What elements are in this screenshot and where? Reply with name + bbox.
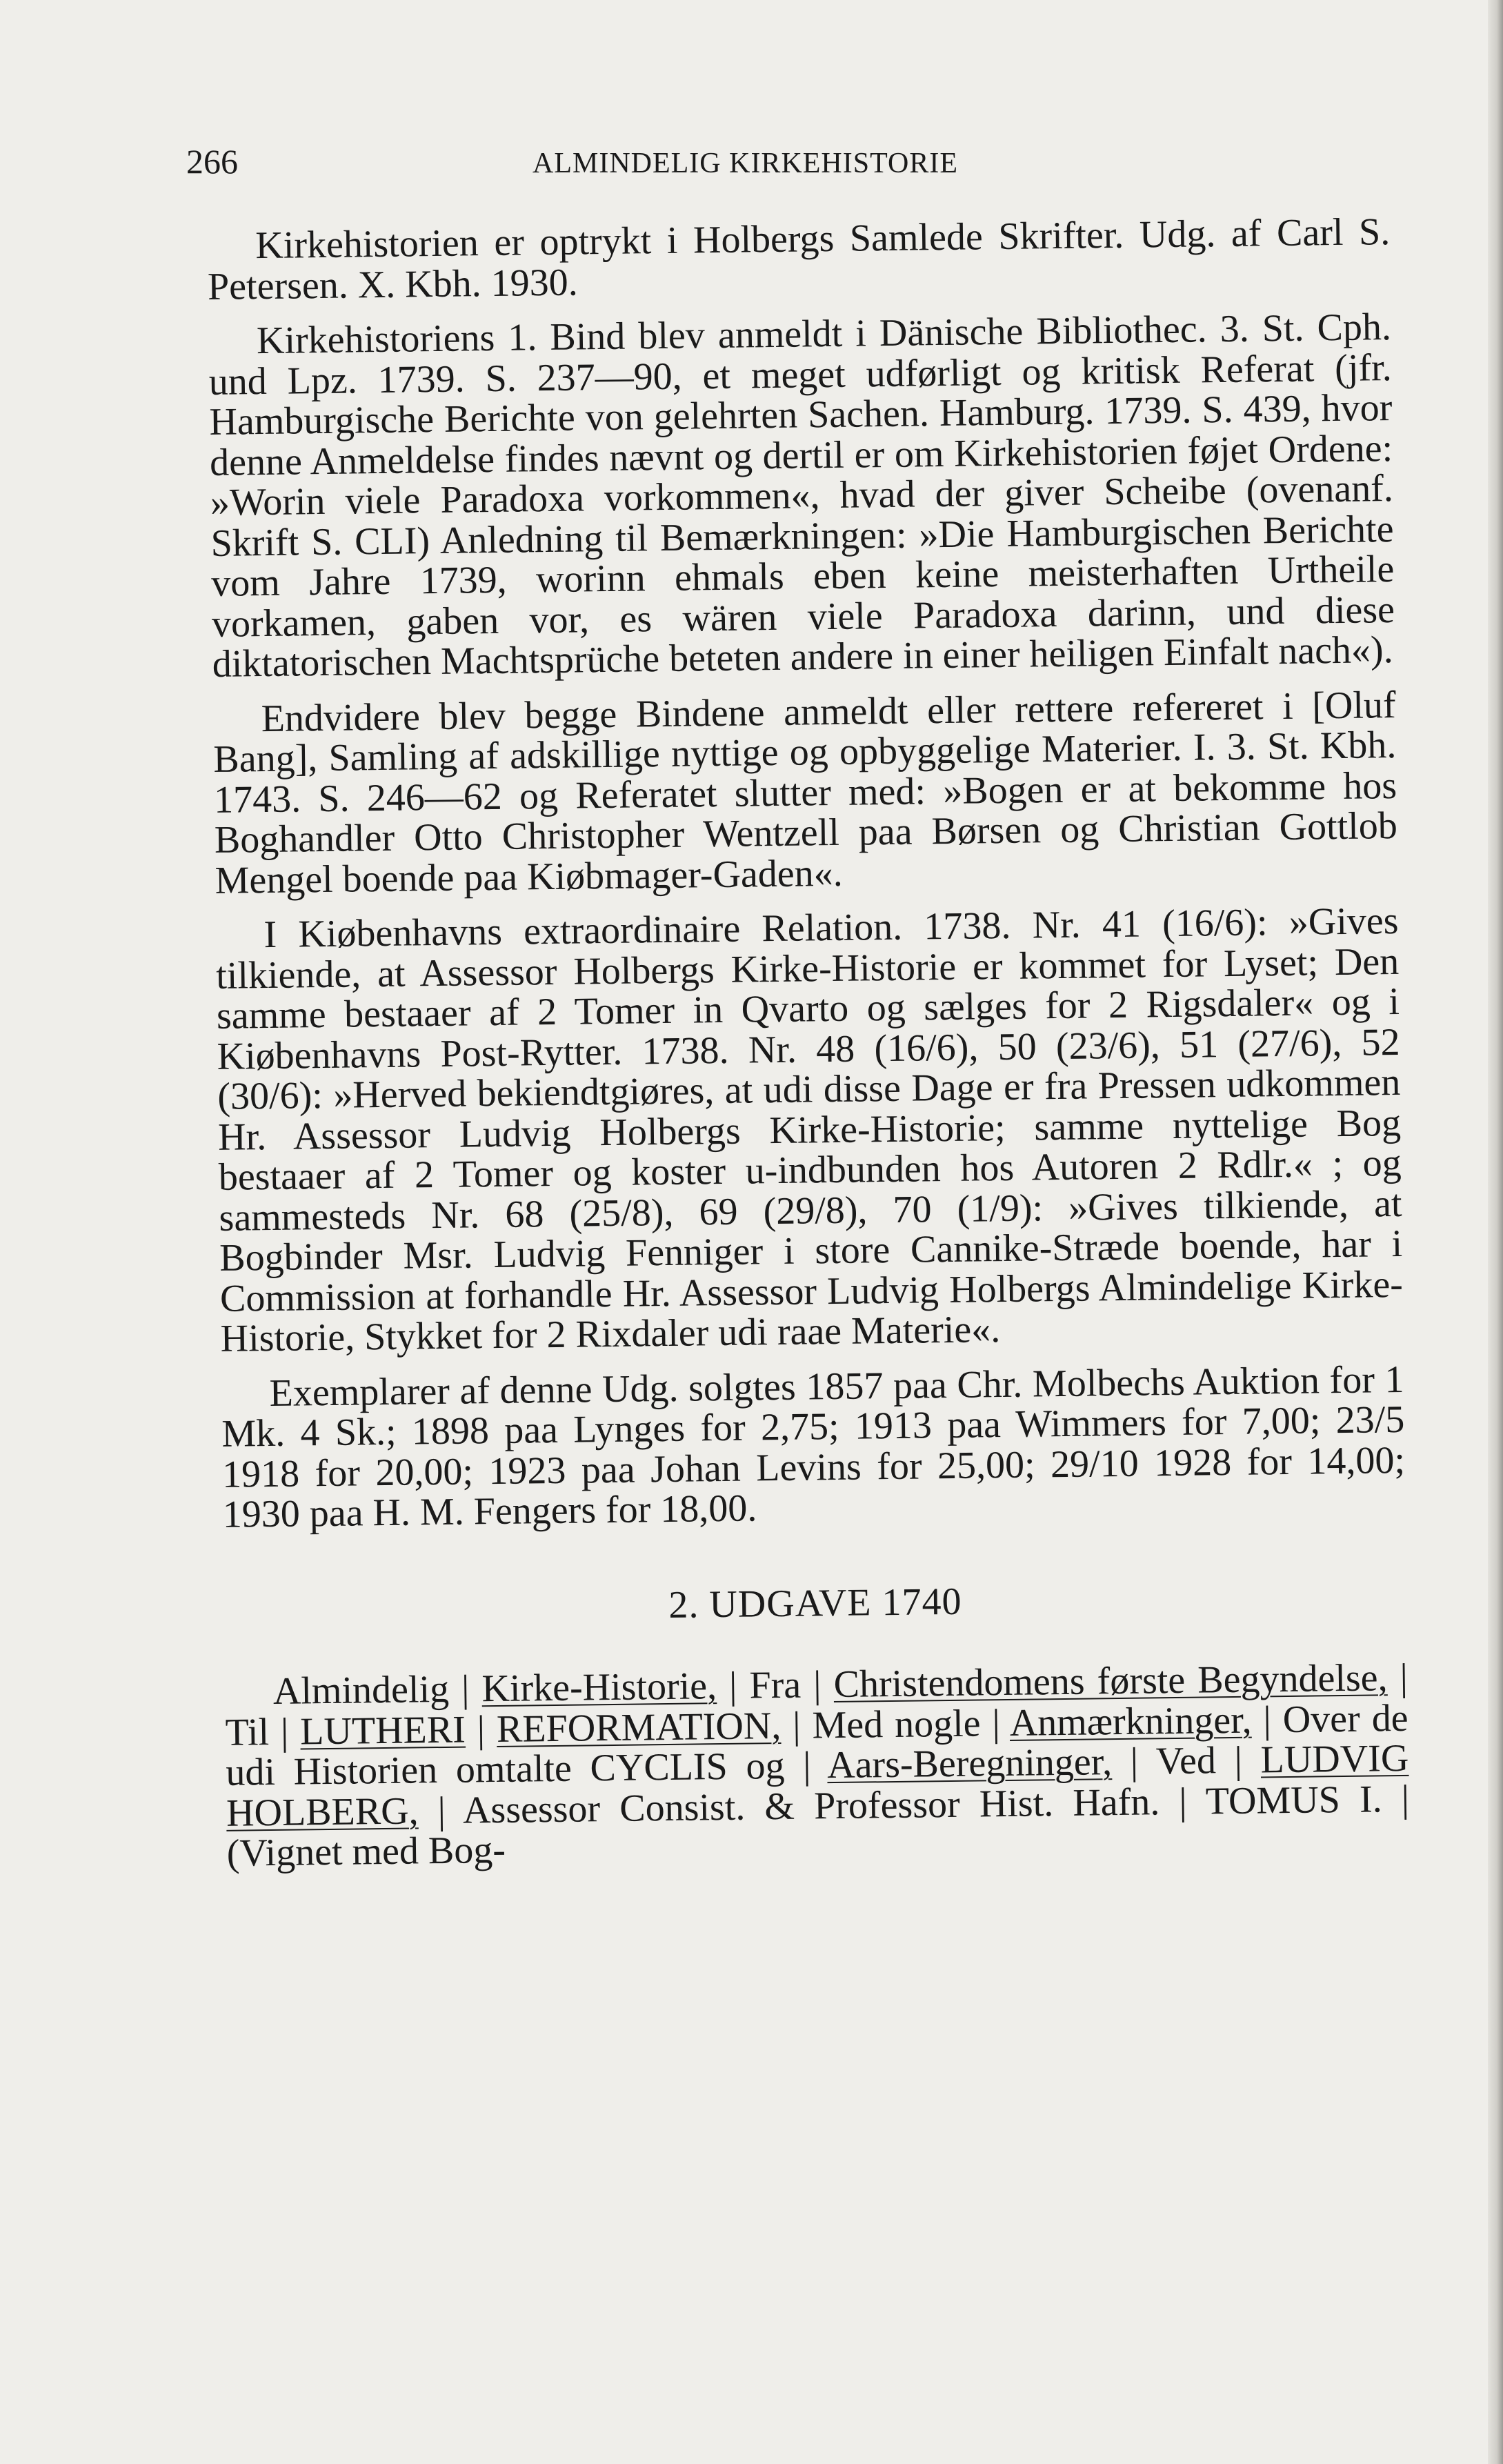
- separator: |: [437, 1789, 446, 1832]
- separator: |: [1130, 1740, 1139, 1783]
- separator: |: [992, 1701, 1001, 1745]
- paragraph-review: Kirkehistoriens 1. Bind blev anmeldt i Dänische Bibliothec. 3. St. Cph. und Lpz. 1739. S. 237—90, et meget udførligt og kritisk Referat (jfr. Hamburgische Berichte von gelehrten Sachen. Hamburg. 1739. S. 439, hvor denne Anmeldelse findes nævnt og dertil er om Kirkehistorien føjet Ordene: »Worin viele Paradoxa vorkommen«, hvad der giver Scheibe (ovenanf. Skrift S. CLI) Anledning til Bemærkningen: »Die Hamburgischen Berichte vom Jahre 1739, worinn ehmals eben keine meisterhaften Urtheile vorkamen, gaben vor, es wären viele Paradoxa darinn, und diese diktatorischen Machtsprüche beteten andere in einer heiligen Einfalt nach«).: [208, 306, 1395, 686]
- body-text: [207, 212, 1410, 1874]
- separator: |: [461, 1667, 470, 1711]
- title-part-underlined: Kirke-Historie,: [481, 1665, 717, 1711]
- title-part: Ved: [1155, 1739, 1217, 1783]
- title-part: Over de udi Historien omtalte CYCLIS og: [226, 1696, 1409, 1794]
- page-header: [186, 141, 1373, 197]
- separator: |: [1234, 1738, 1243, 1782]
- separator: |: [1401, 1777, 1410, 1820]
- title-part-underlined: Anmærkninger,: [1009, 1698, 1252, 1745]
- separator: |: [813, 1663, 822, 1707]
- separator: |: [1263, 1698, 1272, 1741]
- separator: |: [802, 1744, 811, 1787]
- title-description: [225, 1658, 1410, 1874]
- title-part: Til: [225, 1710, 270, 1754]
- title-part-underlined: LUTHERI: [299, 1708, 466, 1753]
- running-title: ALMINDELIG KIRKEHISTORIE: [532, 148, 958, 179]
- title-part: Almindelig: [272, 1667, 450, 1713]
- title-part: Assessor Consist. & Professor Hist. Hafn.: [462, 1780, 1160, 1832]
- separator: |: [1179, 1780, 1188, 1823]
- paragraph-relation: I Kiøbenhavns extraordinaire Relation. 1738. Nr. 41 (16/6): »Gives tilkiende, at Assessor Holbergs Kirke-Historie er kommet for Lyset; Den samme bestaaer af 2 Tomer in Qvarto og sælges for 2 Rigsdaler« og i Kiøbenhavns Post-Rytter. 1738. Nr. 48 (16/6), 50 (23/6), 51 (27/6), 52 (30/6): »Herved bekiendtgiøres, at udi disse Dage er fra Pressen udkommen Hr. Assessor Ludvig Holbergs Kirke-Historie; samme nyttelige Bog bestaaer af 2 Tomer og koster u-indbunden hos Autoren 2 Rdlr.« ; og sammesteds Nr. 68 (25/8), 69 (29/8), 70 (1/9): »Gives tilkiende, at Bogbinder Msr. Ludvig Fenniger i store Cannike-Stræde boende, har i Commission at forhandle Hr. Assessor Ludvig Holbergs Almindelige Kirke-Historie, Stykket for 2 Rixdaler udi raae Materie«.: [215, 899, 1404, 1360]
- paragraph-reprint: Kirkehistorien er optrykt i Holbergs Samlede Skrifter. Udg. af Carl S. Petersen. X. Kbh. 1930.: [207, 210, 1391, 308]
- title-part: Fra: [749, 1663, 802, 1707]
- title-part: Med nogle: [812, 1701, 981, 1747]
- title-part-underlined: Christendomens første Begyndelse,: [833, 1656, 1388, 1707]
- title-part-underlined: Aars-Beregninger,: [826, 1740, 1113, 1787]
- title-part: TOMUS I.: [1205, 1777, 1383, 1822]
- title-part-underlined: LUDVIG HOLBERG,: [226, 1736, 1409, 1835]
- separator: |: [792, 1704, 801, 1747]
- section-heading: 2. UDGAVE 1740: [668, 1580, 962, 1627]
- separator: |: [280, 1710, 289, 1753]
- title-part-underlined: REFORMATION,: [496, 1704, 782, 1751]
- title-part: (Vignet med Bog-: [226, 1828, 506, 1875]
- separator: |: [477, 1707, 486, 1751]
- paragraph-exemplarer: Exemplarer af denne Udg. solgtes 1857 paa Chr. Molbechs Auktion for 1 Mk. 4 Sk.; 1898 paa Lynges for 2,75; 1913 paa Wimmers for 7,00; 23/5 1918 for 20,00; 1923 paa Johan Levins for 25,00; 29/10 1928 for 14,00; 1930 paa H. M. Fengers for 18,00.: [221, 1358, 1406, 1536]
- page-number: 266: [186, 142, 238, 181]
- separator: |: [1400, 1656, 1409, 1700]
- page-edge-shadow: [1488, 0, 1503, 2464]
- separator: |: [728, 1664, 737, 1707]
- paragraph-samling: Endvidere blev begge Bindene anmeldt eller rettere refereret i [Oluf Bang], Samling af adskillige nyttige og opbyggelige Materier. I. 3. St. Kbh. 1743. S. 246—62 og Referatet slutter med: »Bogen er at bekomme hos Boghandler Otto Christopher Wentzell paa Børsen og Christian Gottlob Mengel boende paa Kiøbmager-Gaden«.: [213, 683, 1398, 902]
